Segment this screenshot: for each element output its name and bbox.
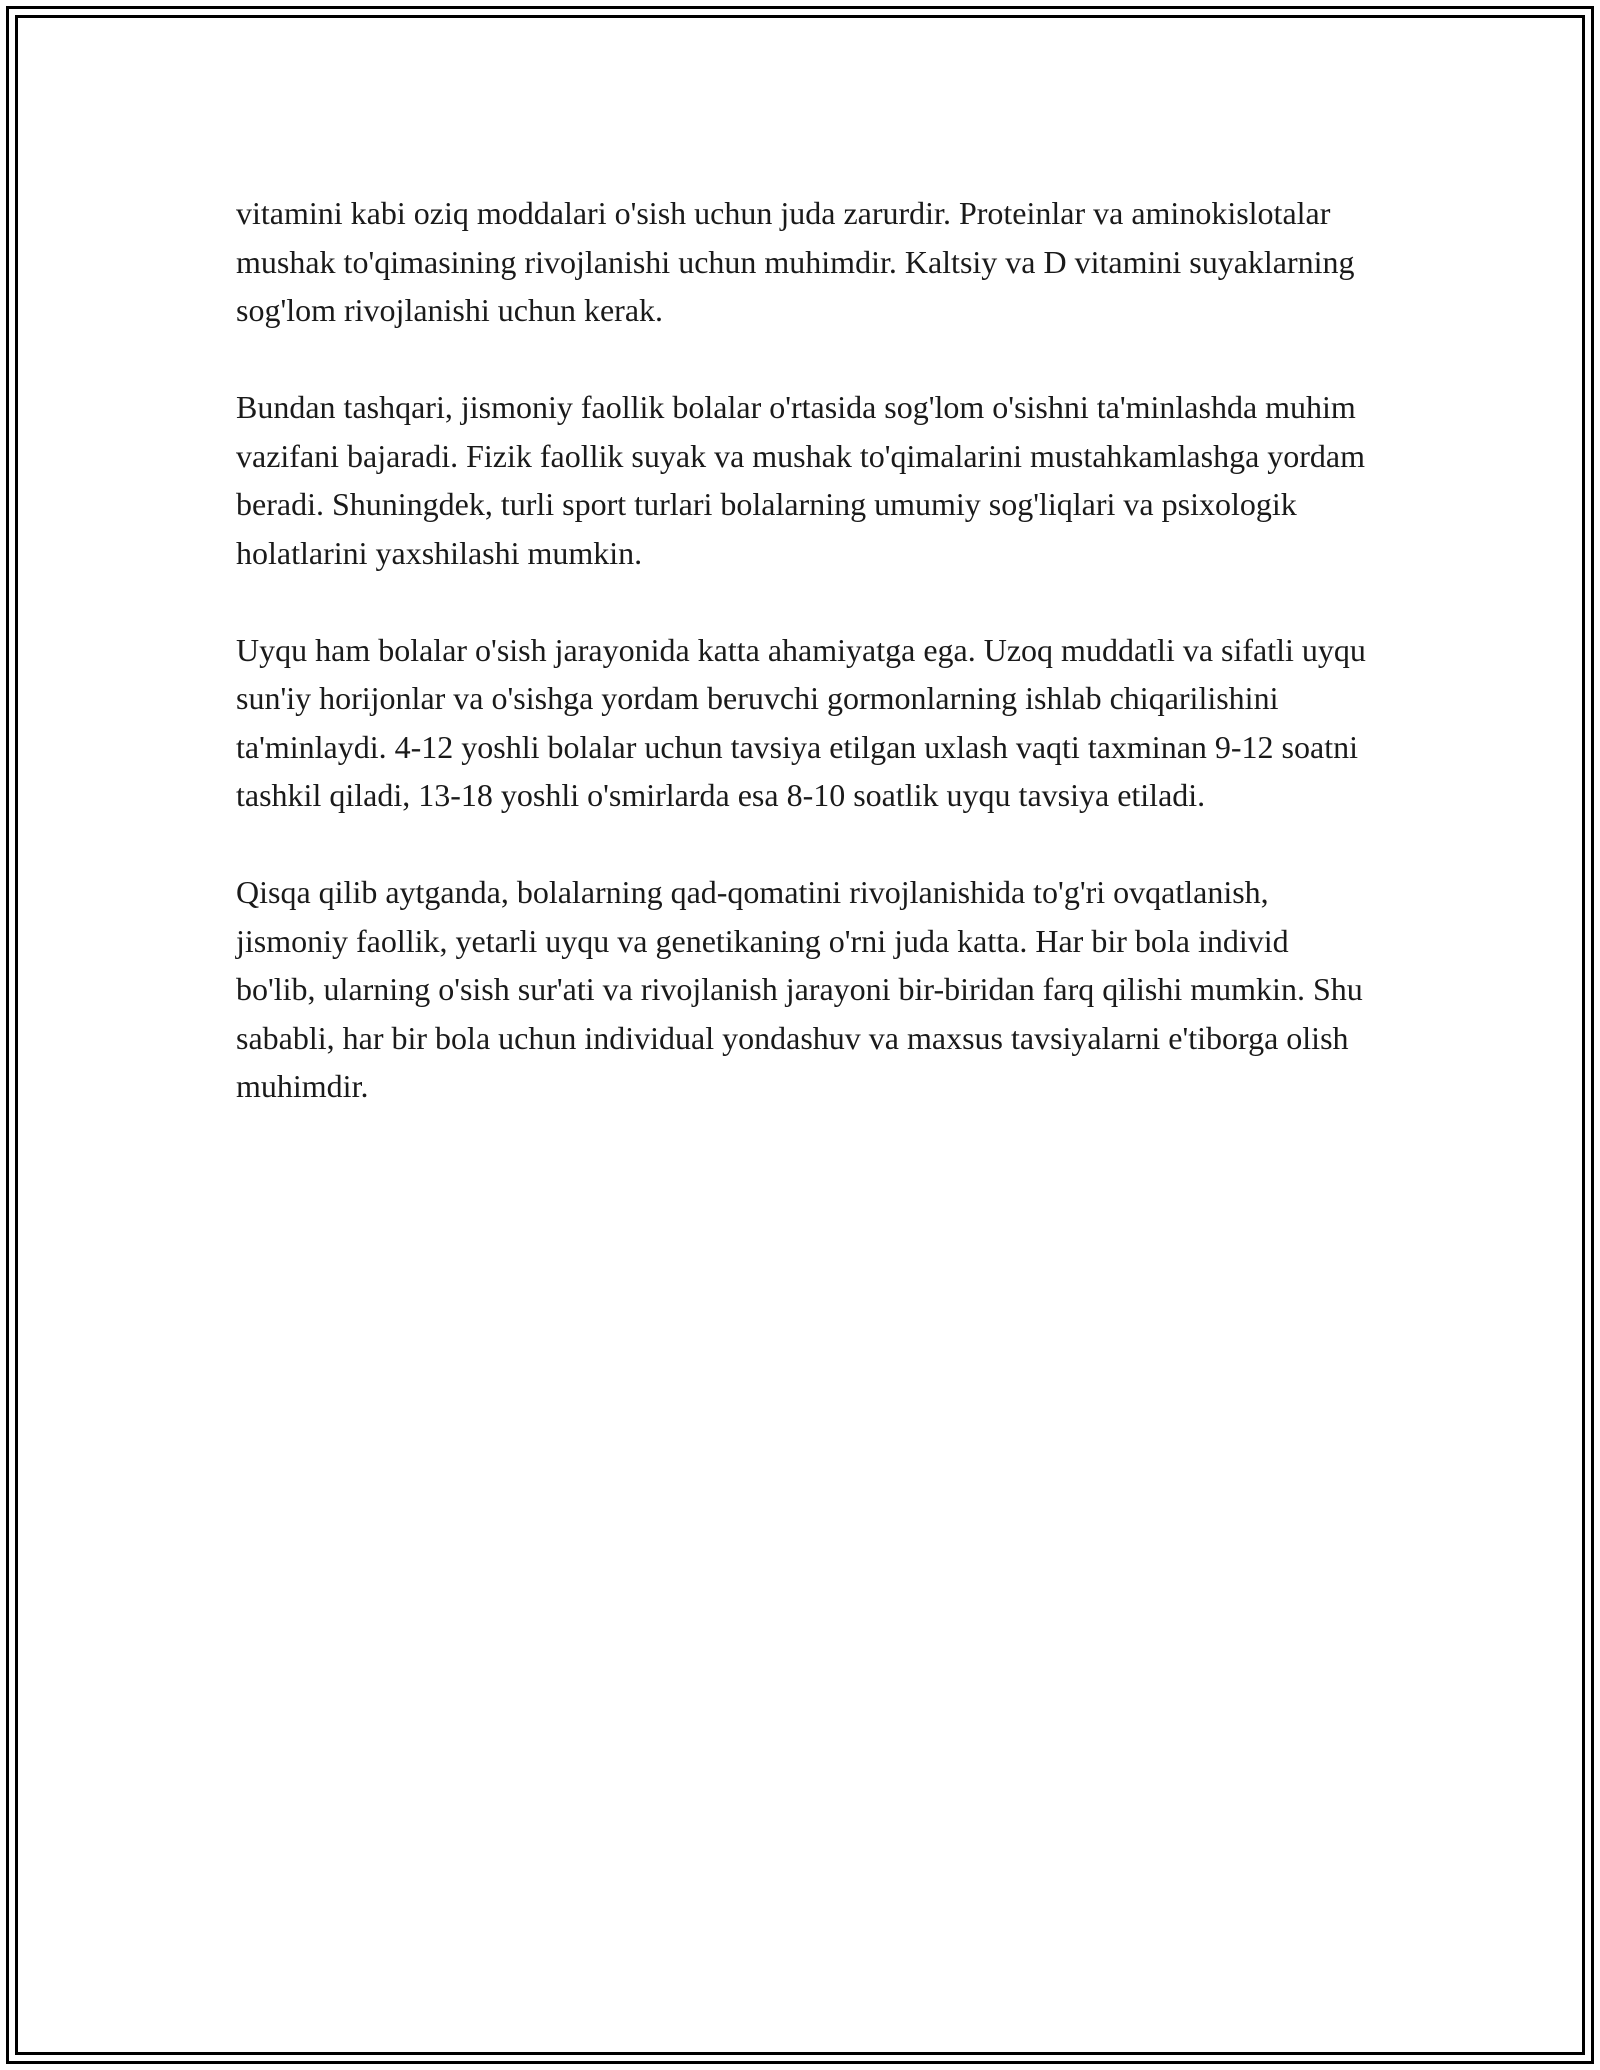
paragraph-nutrition: vitamini kabi oziq moddalari o'sish uchun juda zarurdir. Proteinlar va aminokislotalar mushak to'qimasining rivojlanishi uchun muhimdir. Kaltsiy va D vitamini suyaklarning sog'lom rivojlanishi uchun kerak. — [236, 195, 1355, 328]
document-body — [236, 189, 1376, 1159]
paragraph-sleep: Uyqu ham bolalar o'sish jarayonida katta ahamiyatga ega. Uzoq muddatli va sifatli uyqu sun'iy horijonlar va o'sishga yordam beruvchi gormonlarning ishlab chiqarilishini ta'minlaydi. 4-12 yoshli bolalar uchun tavsiya etilgan uxlash vaqti taxminan 9-12 soatni tashkil qiladi, 13-18 yoshli o'smirlarda esa 8-10 soatlik uyqu tavsiya etiladi. — [236, 631, 1366, 813]
paragraph-physical-activity: Bundan tashqari, jismoniy faollik bolalar o'rtasida sog'lom o'sishni ta'minlashda muhim vazifani bajaradi. Fizik faollik suyak va mushak to'qimalarini mustahkamlashga yordam beradi. Shuningdek, turli sport turlari bolalarning umumiy sog'liqlari va psixologik holatlarini yaxshilashi mumkin. — [236, 389, 1366, 571]
paragraph-conclusion: Qisqa qilib aytganda, bolalarning qad-qomatini rivojlanishida to'g'ri ovqatlanish, jismoniy faollik, yetarli uyqu va genetikaning o'rni juda katta. Har bir bola individ bo'lib, ularning o'sish sur'ati va rivojlanish jarayoni bir-biridan farq qilishi mumkin. Shu sababli, har bir bola uchun individual yondashuv va maxsus tavsiyalarni e'tiborga olish muhimdir. — [236, 874, 1363, 1104]
